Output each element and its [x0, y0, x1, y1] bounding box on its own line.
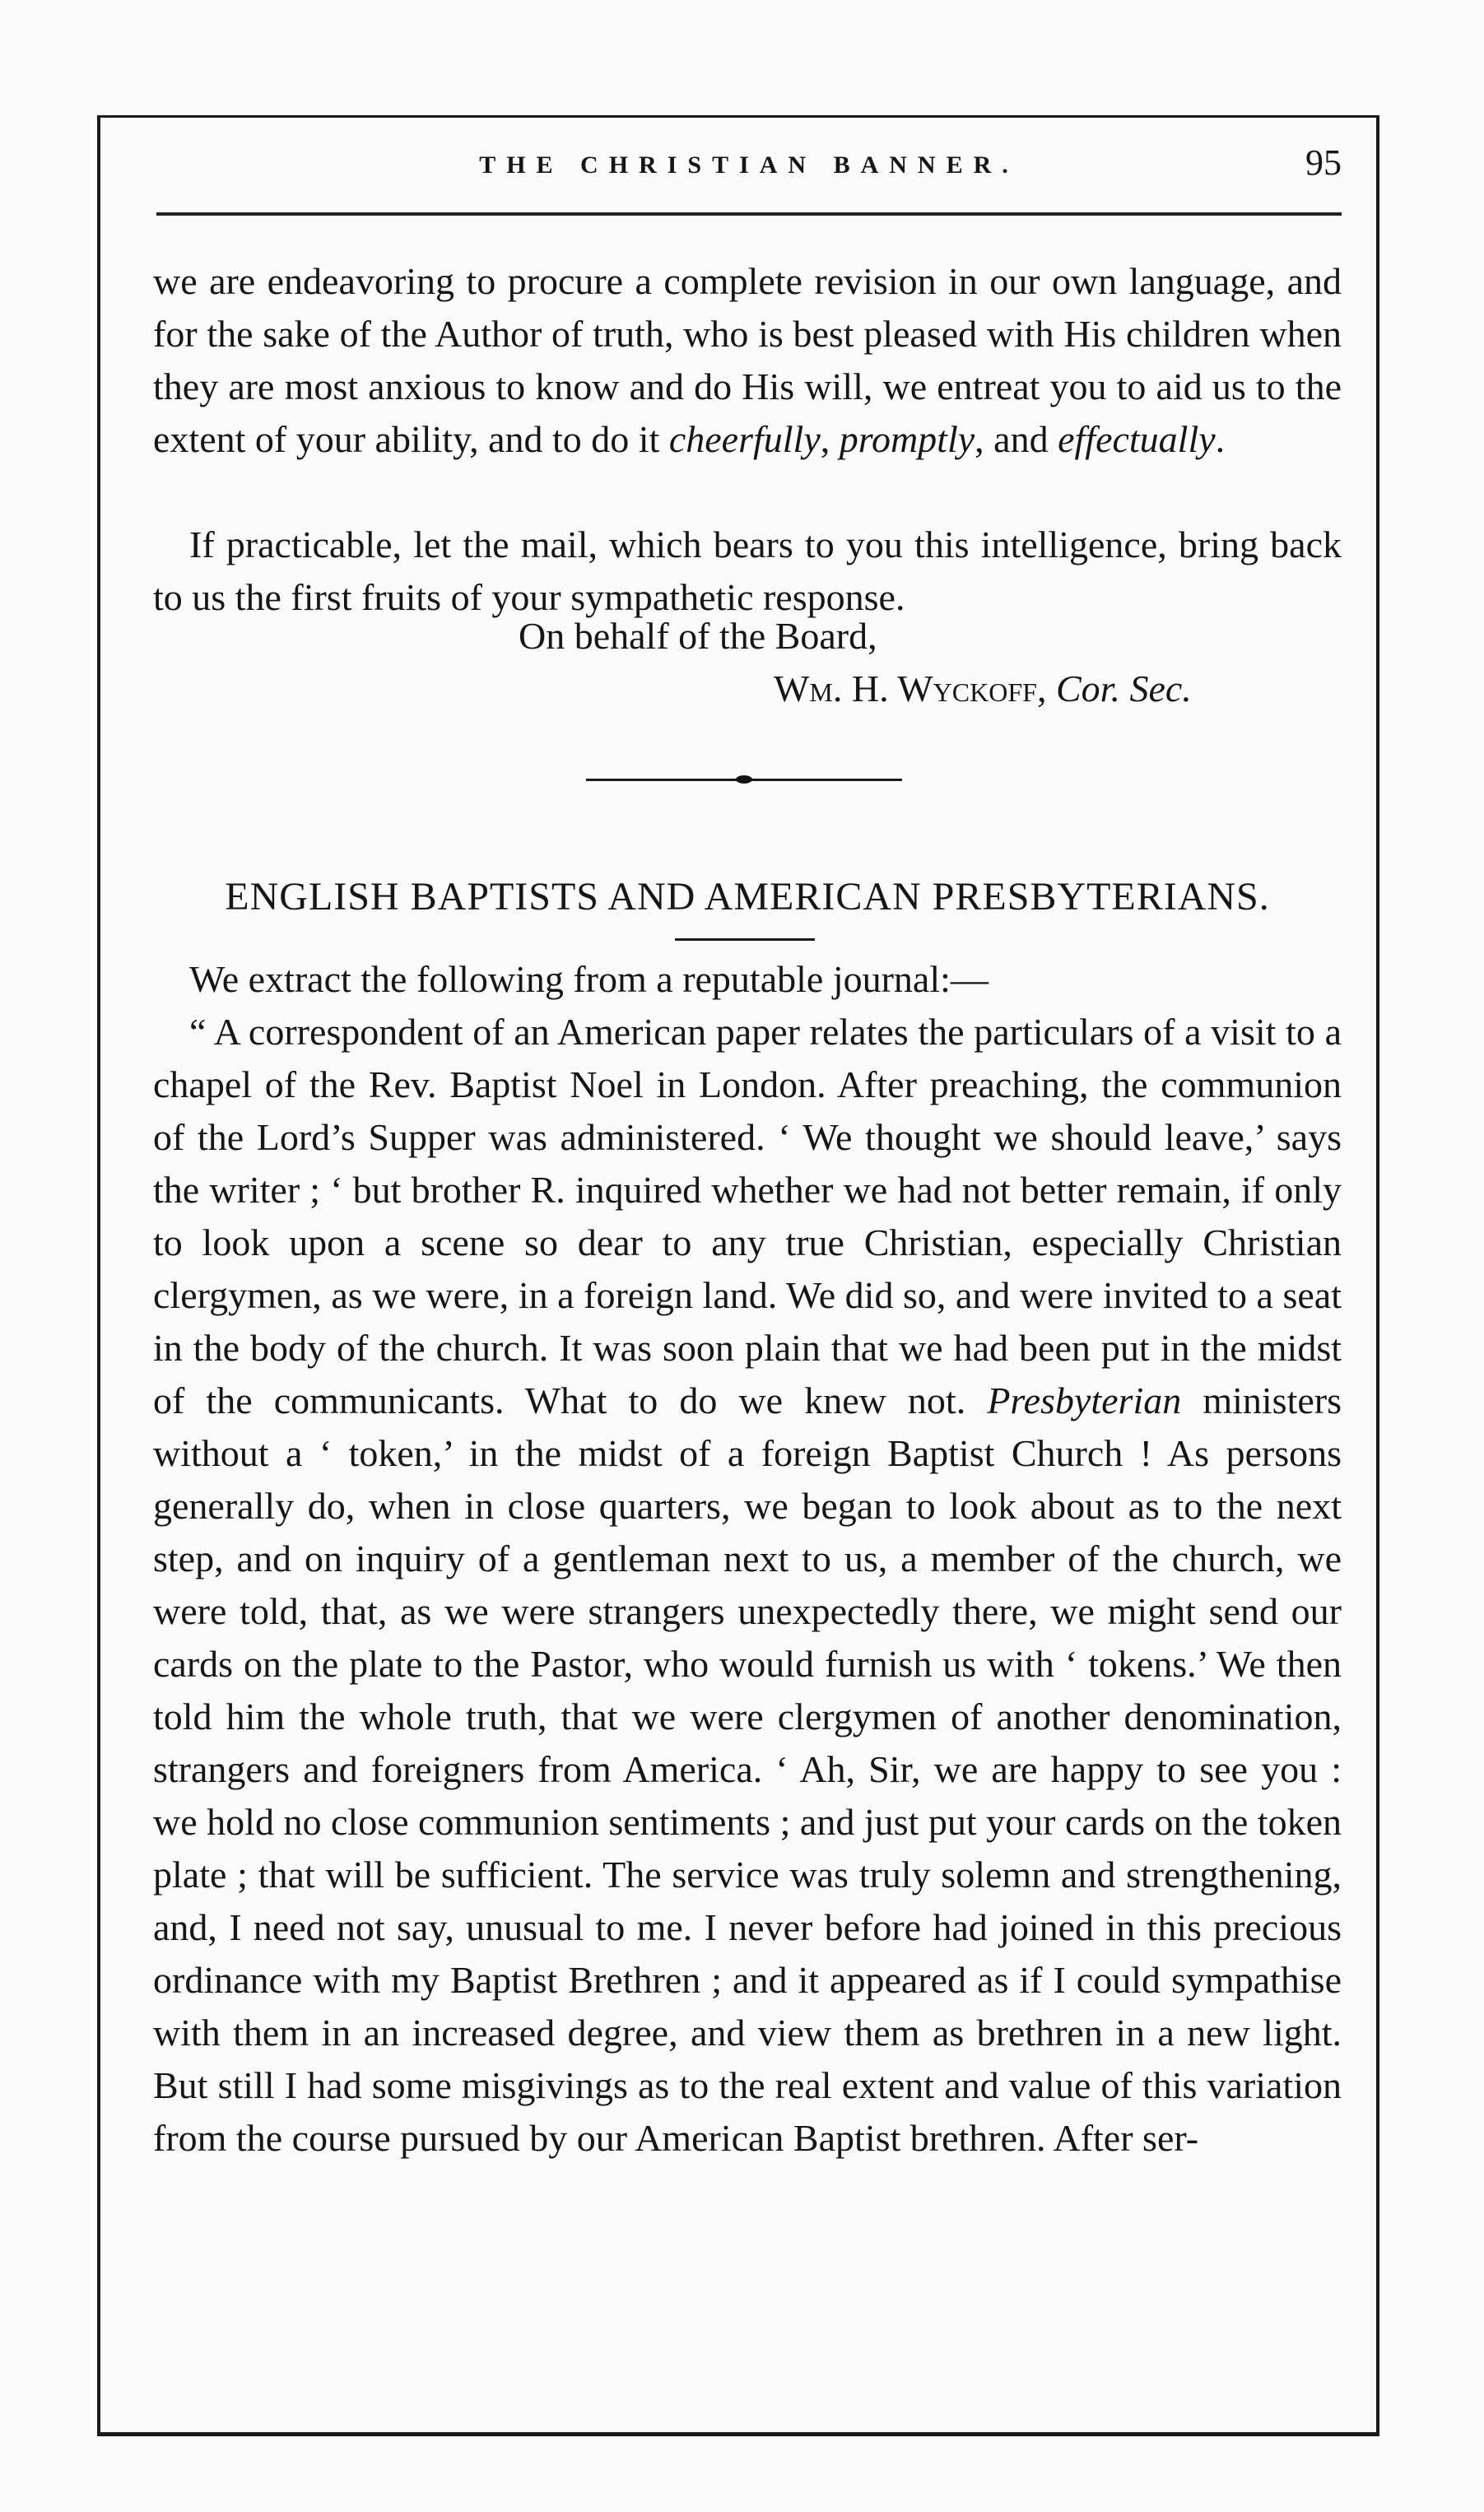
page-header	[156, 142, 1342, 193]
letter-signature	[774, 667, 1192, 710]
signature-title: Cor. Sec.	[1055, 668, 1192, 709]
signature-name: Wm. H. Wyckoff,	[774, 668, 1047, 709]
emphasis-cheerfully: cheerfully	[668, 418, 821, 460]
article-title: ENGLISH BAPTISTS AND AMERICAN PRESBYTERIANS.	[225, 875, 1270, 919]
letter-paragraph-1	[153, 255, 1342, 466]
sentence-end: .	[1215, 418, 1226, 460]
emphasis-effectually: effectually	[1058, 418, 1216, 460]
article-quote-text-1: “ A correspondent of an American paper relates the particulars of a visit to a chapel of the Rev. Baptist Noel in London. After preaching, the communion of the Lord’s Supper was administered. ‘ We thought we should leave,’ says the writer ; ‘ but brother R. inquired whether we had not better remain, if only to look upon a scene so dear to any true Christian, especially Christian clergymen, as we were, in a foreign land. We did so, and were invited to a seat in the body of the church. It was soon plain that we had been put in the midst of the communicants. What to do we knew not.	[153, 1011, 1342, 1421]
letter-paragraph-2-text: If practicable, let the mail, which bears to you this intelligence, bring back to us the first fruits of your sympathetic response.	[153, 523, 1342, 618]
header-rule	[156, 212, 1342, 216]
title-rule	[675, 938, 815, 941]
page-number: 95	[1305, 142, 1342, 183]
and-separator: , and	[975, 418, 1058, 460]
comma-separator: ,	[820, 418, 840, 460]
article-quote	[153, 1006, 1342, 2165]
article-intro-text: We extract the following from a reputable journal:—	[189, 958, 989, 1000]
emphasis-promptly: promptly	[839, 418, 975, 460]
divider-dot	[736, 775, 752, 784]
running-head: THE CHRISTIAN BANNER.	[479, 151, 1019, 179]
section-divider-ornament	[586, 775, 902, 784]
letter-signoff: On behalf of the Board,	[519, 615, 877, 657]
emphasis-presbyterian: Presbyterian	[987, 1379, 1182, 1421]
article-quote-text-2: ministers without a ‘ token,’ in the midst of a foreign Baptist Church ! As persons generally do, when in close quarters, we began to look about as to the next step, and on inquiry of a gentleman next to us, a member of the church, we were told, that, as we were strangers unexpectedly there, we might send our cards on the plate to the Pastor, who would furnish us with ‘ tokens.’ We then told him the whole truth, that we were clergymen of another denomination, strangers and foreigners from America. ‘ Ah, Sir, we are happy to see you : we hold no close communion sentiments ; and just put your cards on the token plate ; that will be sufficient. The service was truly solemn and strengthening, and, I need not say, unusual to me. I never before had joined in this precious ordinance with my Baptist Brethren ; and it appeared as if I could sympathise with them in an increased degree, and view them as brethren in a new light. But still I had some misgivings as to the real extent and value of this variation from the course pursued by our American Baptist brethren. After ser-	[153, 1379, 1342, 2159]
letter-paragraph-1-text: we are endeavoring to procure a complete revision in our own language, and for the sake of the Author of truth, who is best pleased with His children when they are most anxious to know and do His will, we entreat you to aid us to the extent of your ability, and to do it	[153, 260, 1342, 460]
letter-paragraph-2	[153, 519, 1342, 624]
article-intro	[153, 953, 1342, 1006]
